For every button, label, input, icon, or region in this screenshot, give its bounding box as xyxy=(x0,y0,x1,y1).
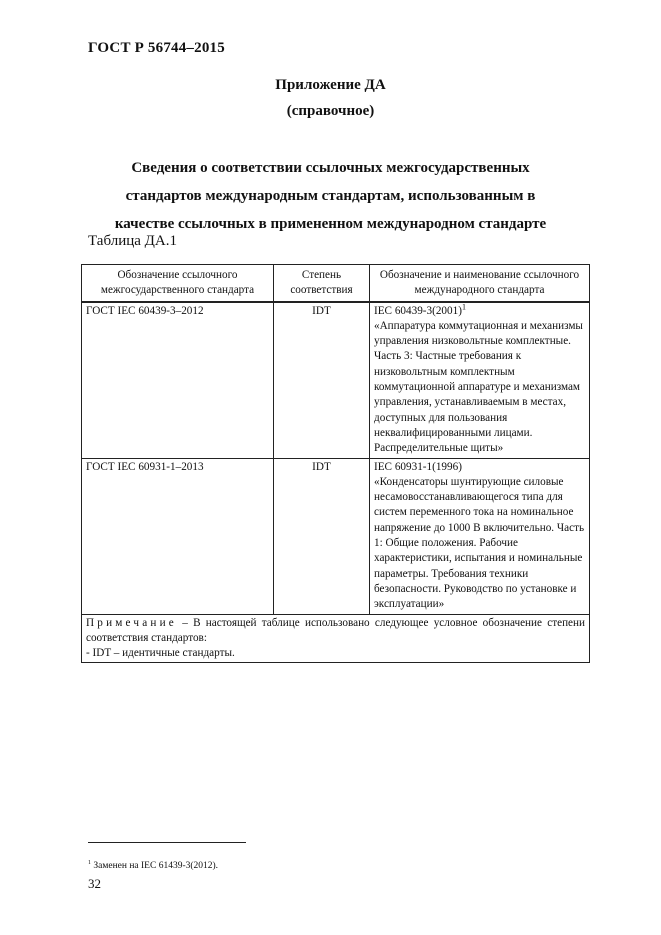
intl-code: IEC 60931-1(1996) xyxy=(374,460,462,473)
table-note xyxy=(82,614,590,663)
table-header-row xyxy=(82,265,590,302)
note-text: – В настоящей таблице использовано следующее условное обозначение степени соответствия стандартов: xyxy=(86,616,585,644)
heading-line: качестве ссылочных в примененном международном стандарте xyxy=(114,216,547,232)
heading-line: стандартов международным стандартам, использованным в xyxy=(125,188,536,204)
page-number: 32 xyxy=(88,876,101,891)
appendix-title: Приложение ДА xyxy=(275,77,386,93)
note-item: - IDT – идентичные стандарты. xyxy=(86,647,235,660)
standard-cell: ГОСТ IEC 60439-3–2012 xyxy=(82,302,274,458)
table-label: Таблица ДА.1 xyxy=(88,233,177,249)
intl-name: «Аппаратура коммутационная и механизмы управления низковольтные комплектные. Часть 3: Частные требования к низковольтным комплектным коммутационной аппаратуре и механизмам управления, устанавливаемым в местах, доступных для пользования неквалифицированными лицами. Распределительные щиты» xyxy=(374,319,583,455)
section-heading xyxy=(0,154,661,238)
table-note-row xyxy=(82,614,590,663)
footnote-text: Заменен на IEC 61439-3(2012). xyxy=(91,861,219,872)
footnote-mark: 1 xyxy=(88,860,91,866)
degree-cell: IDT xyxy=(274,458,370,614)
note-label: Примечание xyxy=(86,616,177,629)
column-header: Обозначение ссылочного межгосударственного стандарта xyxy=(82,265,274,302)
correspondence-table xyxy=(81,264,590,663)
heading-line: Сведения о соответствии ссылочных межгосударственных xyxy=(131,160,530,176)
degree-cell: IDT xyxy=(274,302,370,458)
table-row xyxy=(82,458,590,614)
column-header: Обозначение и наименование ссылочного международного стандарта xyxy=(370,265,590,302)
appendix-subtitle: (справочное) xyxy=(286,103,375,119)
footnote-ref: 1 xyxy=(461,301,466,311)
intl-standard-cell xyxy=(370,458,590,614)
document-code: ГОСТ Р 56744–2015 xyxy=(88,40,225,56)
table-row xyxy=(82,302,590,458)
intl-standard-cell xyxy=(370,302,590,458)
standard-cell: ГОСТ IEC 60931-1–2013 xyxy=(82,458,274,614)
footnote-divider xyxy=(88,842,246,843)
intl-code: IEC 60439-3(2001) xyxy=(374,304,462,317)
footnote xyxy=(88,860,218,871)
column-header: Степень соответствия xyxy=(274,265,370,302)
intl-name: «Конденсаторы шунтирующие силовые несамовосстанавливающегося типа для систем переменного тока на номинальное напряжение до 1000 В включительно. Часть 1: Общие положения. Рабочие характеристики, испытания и номинальные параметры. Требования техники безопасности. Руководство по установке и эксплуатации» xyxy=(374,475,585,611)
